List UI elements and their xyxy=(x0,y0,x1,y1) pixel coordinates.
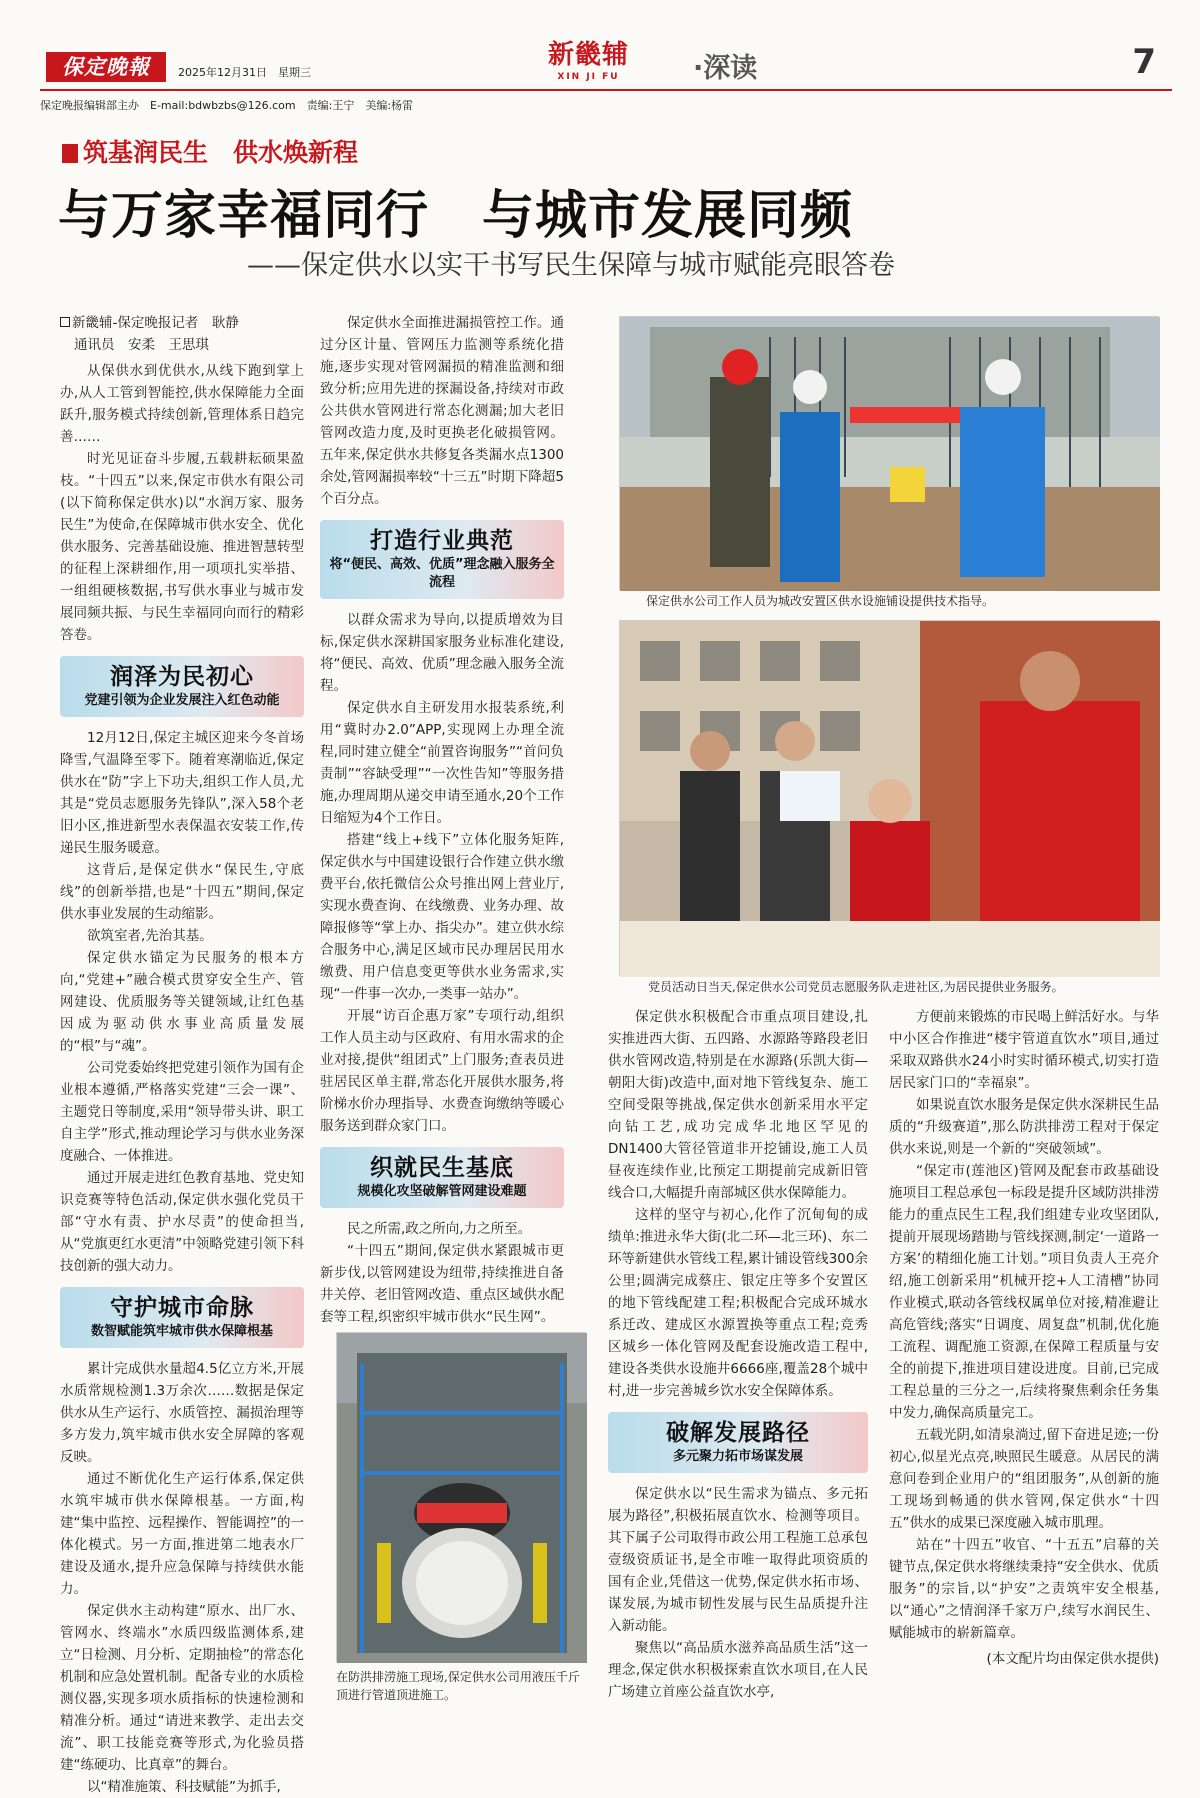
section-subtitle: 数智赋能筑牢城市供水保障根基 xyxy=(90,1324,273,1339)
section-title: 守护城市命脉 xyxy=(110,1295,254,1321)
square-bullet-icon xyxy=(62,144,78,163)
paragraph: 聚焦以“高品质水滋养高品质生活”这一理念,保定供水积极探索直饮水项目,在人民广场建立首座公益直饮水亭, xyxy=(608,1640,868,1700)
paragraph: 保定供水自主研发用水报装系统,利用“冀时办2.0”APP,实现网上办理全流程,同时建立健全“前置咨询服务”“首问负责制”“容缺受理”“一次性告知”等服务措施,办理周期从递交申请至通水,20个工作日缩短为4个工作日。 xyxy=(320,700,564,826)
paragraph: 以“精准施策、科技赋能”为抓手, xyxy=(87,1779,281,1795)
section-title: 润泽为民初心 xyxy=(110,664,254,690)
photo-caption: 在防洪排涝施工现场,保定供水公司用液压千斤顶进行管道顶进施工。 xyxy=(336,1670,580,1702)
box-icon xyxy=(60,317,70,327)
photo-caption: 保定供水公司工作人员为城改安置区供水设施铺设提供技术指导。 xyxy=(646,594,995,608)
byline-correspondents: 通讯员 安柔 王思琪 xyxy=(74,337,209,353)
column-1 xyxy=(60,312,304,1795)
paragraph: “十四五”期间,保定供水紧跟城市更新步伐,以管网建设为纽带,持续推进自备井关停、老旧管网改造、重点区域供水配套等工程,织密织牢城市供水“民生网”。 xyxy=(320,1243,564,1325)
brand-name-en: XIN JI FU xyxy=(557,72,620,82)
photo-party-volunteers xyxy=(619,620,1159,976)
column-4 xyxy=(889,1006,1159,1696)
section-title: 打造行业典范 xyxy=(370,528,514,554)
paragraph: 累计完成供水量超4.5亿立方米,开展水质常规检测1.3万余次……数据是保定供水从生产运行、水质管控、漏损治理等多方发力,筑牢城市供水安全屏障的客观反映。 xyxy=(60,1361,304,1465)
paragraph: 公司党委始终把党建引领作为国有企业根本遵循,严格落实党建“三会一课”、主题党日等制度,采用“领导带头讲、职工自主学”形式,推动理论学习与供水业务深度融合、一体推进。 xyxy=(60,1060,304,1164)
section-title: 织就民生基底 xyxy=(370,1155,514,1181)
byline-reporter: 新畿辅-保定晚报记者 耿静 xyxy=(72,315,239,331)
paragraph: 12月12日,保定主城区迎来今冬首场降雪,气温降至零下。随着寒潮临近,保定供水在“防”字上下功夫,组织工作人员,尤其是“党员志愿服务先锋队”,深入58个老旧小区,推进新型水表保温衣安装工作,传递民生服务暖意。 xyxy=(60,730,304,856)
article-kicker xyxy=(62,133,358,169)
section-brand xyxy=(548,38,629,82)
section-subtitle: 将“便民、高效、优质”理念融入服务全流程 xyxy=(329,557,555,590)
paragraph: 五载光阴,如清泉淌过,留下奋进足迹;一份初心,似星光点亮,映照民生暖意。从居民的满意问卷到企业用户的“组团服务”,从创新的施工现场到畅通的供水管网,保定供水“十四五”供水的成果已深度融入城市肌理。 xyxy=(889,1427,1159,1531)
section-title: 破解发展路径 xyxy=(666,1420,810,1446)
section-heading xyxy=(60,1287,304,1348)
paragraph: 开展“访百企惠万家”专项行动,组织工作人员主动与区政府、有用水需求的企业对接,提供“组团式”上门服务;查表员进驻居民区单主群,常态化开展供水服务,将阶梯水价办理指导、水费查询缴纳等暖心服务送到群众家门口。 xyxy=(320,1008,564,1134)
paragraph: 如果说直饮水服务是保定供水深耕民生品质的“升级赛道”,那么防洪排涝工程对于保定供水来说,则是一个新的“突破领域”。 xyxy=(889,1097,1159,1157)
brand-name: 新畿辅 xyxy=(548,40,630,70)
photo-caption: 党员活动日当天,保定供水公司党员志愿服务队走进社区,为居民提供业务服务。 xyxy=(648,980,1064,994)
paragraph: 通过开展走进红色教育基地、党史知识竞赛等特色活动,保定供水强化党员干部“守水有责、护水尽责”的使命担当,从“党旗更红水更清”中领略党建引领下科技创新的强大动力。 xyxy=(60,1170,304,1274)
section-subtitle: 多元聚力拓市场谋发展 xyxy=(672,1449,803,1464)
paragraph: 欲筑室者,先治其基。 xyxy=(87,928,213,944)
community-service-image xyxy=(620,621,1160,977)
header-divider xyxy=(40,89,1172,91)
paragraph: 保定供水全面推进漏损管控工作。通过分区计量、管网压力监测等系统化措施,逐步实现对管网漏损的精准监测和细致分析;应用先进的探漏设备,持续对市政公共供水管网进行常态化测漏;加大老旧管网改造力度,及时更换老化破损管网。五年来,保定供水共修复各类漏水点1300余处,管网漏损率较“十三五”时期下降超5个百分点。 xyxy=(320,315,564,507)
byline xyxy=(60,312,304,356)
section-subtitle: 规模化攻坚破解管网建设难题 xyxy=(357,1184,527,1199)
section-heading xyxy=(60,656,304,717)
pipe-jacking-site-image xyxy=(337,1333,587,1663)
construction-scene-image xyxy=(620,317,1160,591)
paragraph: 时光见证奋斗步履,五载耕耘硕果盈枝。“十四五”以来,保定市供水有限公司(以下简称保定供水)以“水润万家、服务民生”为使命,在保障城市供水安全、优化供水服务、完善基础设施、推进智慧转型的征程上深耕细作,用一项项扎实举措、一组组硬核数据,书写供水事业与城市发展同频共振、与民生幸福同向而行的精彩答卷。 xyxy=(60,451,304,643)
photo-pipe-jacking xyxy=(336,1332,586,1662)
column-3 xyxy=(608,1006,868,1700)
paragraph: 保定供水主动构建“原水、出厂水、管网水、终端水”水质四级监测体系,建立“日检测、月分析、定期抽检”的常态化机制和应急处置机制。配备专业的水质检测仪器,实现多项水质指标的快速检测和精准分析。通过“请进来教学、走出去交流”、职工技能竞赛等形式,为化验员搭建“练硬功、比真章”的舞台。 xyxy=(60,1603,304,1773)
paragraph: “保定市(莲池区)管网及配套市政基础设施项目工程总承包一标段是提升区域防洪排涝能力的重点民生工程,我们组建专业攻坚团队,提前开展现场踏勘与管线探测,制定‘一道路一方案’的精细化施工计划。”项目负责人王亮介绍,施工创新采用“机械开挖+人工清槽”协同作业模式,联动各管线权属单位对接,精准避让高危管线;落实“日调度、周复盘”机制,优化施工流程、调配施工资源,在保障工程质量与安全的前提下,推进项目建设进度。目前,已完成工程总量的三分之一,后续将聚焦剩余任务集中发力,确保高质量完工。 xyxy=(889,1163,1159,1421)
paragraph: 保定供水积极配合市重点项目建设,扎实推进西大街、五四路、水源路等路段老旧供水管网改造,特别是在水源路(乐凯大街—朝阳大街)改造中,面对地下管线复杂、施工空间受限等挑战,保定供水创新采用水平定向钻工艺,成功完成华北地区罕见的DN1400大管径管道非开挖铺设,施工人员昼夜连续作业,比预定工期提前完成新旧管线合口,大幅提升南部城区供水保障能力。 xyxy=(608,1009,868,1201)
paragraph: 搭建“线上+线下”立体化服务矩阵,保定供水与中国建设银行合作建立供水缴费平台,依托微信公众号推出网上营业厅,实现水费查询、在线缴费、业务办理、故障报修等“掌上办、指尖办”。建立供水综合服务中心,满足区域市民办理居民用水缴费、用户信息变更等供水业务需求,实现“一件事一次办,一类事一站办”。 xyxy=(320,832,564,1002)
section-name: ·深读 xyxy=(693,53,758,84)
page-number: 7 xyxy=(1132,42,1156,82)
paragraph: 民之所需,政之所向,力之所至。 xyxy=(347,1221,532,1237)
paragraph: 方便前来锻炼的市民喝上鲜活好水。与华中小区合作推进“楼宇管道直饮水”项目,通过采取双路供水24小时实时循环模式,切实打造居民家门口的“幸福泉”。 xyxy=(889,1009,1159,1091)
photo-credit: (本文配片均由保定供水提供) xyxy=(986,1651,1159,1667)
paragraph: 保定供水以“民生需求为锚点、多元拓展为路径”,积极拓展直饮水、检测等项目。其下属子公司取得市政公用工程施工总承包壹级资质证书,是全市唯一取得此项资质的国有企业,凭借这一优势,保定供水拓市场、谋发展,为城市韧性发展与民生品质提升注入新动能。 xyxy=(608,1486,868,1634)
paragraph: 从保供水到优供水,从线下跑到掌上办,从人工管到智能控,供水保障能力全面跃升,服务模式持续创新,管理体系日趋完善…… xyxy=(60,363,304,445)
kicker-text: 筑基润民生 供水焕新程 xyxy=(83,138,359,167)
article-subtitle: ——保定供水以实干书写民生保障与城市赋能亮眼答卷 xyxy=(247,250,895,281)
section-heading xyxy=(320,520,564,599)
paragraph: 站在“十四五”收官、“十五五”启幕的关键节点,保定供水将继续秉持“安全供水、优质服务”的宗旨,以“护安”之责筑牢安全根基,以“通心”之情润泽千家万户,续写水润民生、赋能城市的崭新篇章。 xyxy=(889,1537,1159,1641)
article-title: 与万家幸福同行 与城市发展同频 xyxy=(58,186,854,246)
newspaper-logo: 保定晚報 xyxy=(46,52,166,82)
paragraph: 保定供水锚定为民服务的根本方向,“党建+”融合模式贯穿安全生产、管网建设、优质服务等关键领域,让红色基因成为驱动供水事业高质量发展的“根”与“魂”。 xyxy=(60,950,304,1054)
page-header xyxy=(40,38,1172,104)
photo-technical-guidance xyxy=(619,316,1159,590)
paragraph: 以群众需求为导向,以提质增效为目标,保定供水深耕国家服务业标准化建设,将“便民、高效、优质”理念融入服务全流程。 xyxy=(320,612,564,694)
paragraph: 这样的坚守与初心,化作了沉甸甸的成绩单:推进永华大街(北二环—北三环)、东二环等新建供水管线工程,累计铺设管线300余公里;圆满完成蔡庄、银定庄等多个安置区的地下管线配建工程;积极配合完成环城水系迁改、建成区水源置换等重点工程;竞秀区城乡一体化管网及配套设施改造工程中,建设各类供水设施井6666座,覆盖28个城中村,进一步完善城乡饮水安全保障体系。 xyxy=(608,1207,868,1399)
editor-imprint: 保定晚报编辑部主办 E-mail:bdwbzbs@126.com 责编:王宁 美编:杨雷 xyxy=(40,99,414,112)
paragraph: 通过不断优化生产运行体系,保定供水筑牢城市供水保障根基。一方面,构建“集中监控、远程操作、智能调控”的一体化模式。另一方面,推进第二地表水厂建设及通水,提升应急保障与持续供水能力。 xyxy=(60,1471,304,1597)
section-heading xyxy=(608,1412,868,1473)
paragraph: 这背后,是保定供水“保民生,守底线”的创新举措,也是“十四五”期间,保定供水事业发展的生动缩影。 xyxy=(60,862,304,922)
section-heading xyxy=(320,1147,564,1208)
issue-date: 2025年12月31日 星期三 xyxy=(178,66,311,79)
column-2 xyxy=(320,312,564,1325)
section-subtitle: 党建引领为企业发展注入红色动能 xyxy=(84,693,280,708)
